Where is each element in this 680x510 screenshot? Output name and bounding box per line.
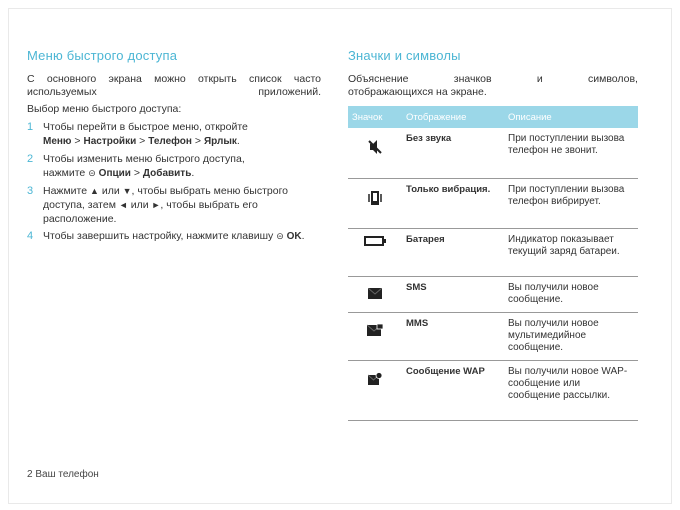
intro-line: отображающихся на экране. xyxy=(348,86,487,98)
step-text: Нажмите xyxy=(43,185,88,197)
step-number: 1 xyxy=(27,121,34,133)
table-row xyxy=(348,228,638,276)
icon-cell xyxy=(348,128,402,178)
menu-path-item: Меню xyxy=(43,136,72,147)
column-header-display: Отображение xyxy=(402,106,504,128)
icon-cell xyxy=(348,276,402,312)
step-text: , чтобы выбрать меню быстрого доступа, затем xyxy=(43,185,289,211)
vibrate-icon xyxy=(368,190,382,206)
punctuation: . xyxy=(236,135,240,147)
quick-access-section xyxy=(27,48,321,247)
silent-icon xyxy=(368,139,382,155)
icon-description: При поступлении вызова телефон вибрирует. xyxy=(504,178,638,228)
menu-path-item: Добавить xyxy=(142,168,192,179)
icon-display-name: Сообщение WAP xyxy=(402,360,504,420)
icon-cell xyxy=(348,228,402,276)
icon-description: Вы получили новое WAP-сообщение или сообщение рассылки. xyxy=(504,360,638,420)
step-number: 2 xyxy=(27,153,34,165)
menu-path-item: Опции xyxy=(98,168,131,179)
battery-icon xyxy=(364,236,386,246)
step-1 xyxy=(27,120,321,149)
menu-separator: > xyxy=(74,135,81,147)
icons-intro xyxy=(348,73,638,99)
step-3 xyxy=(27,184,321,226)
table-header-row xyxy=(348,106,638,128)
icons-table xyxy=(348,106,638,421)
icon-cell xyxy=(348,312,402,360)
nav-left-icon: ◄ xyxy=(118,200,128,210)
icons-heading: Значки и символы xyxy=(348,48,461,63)
icons-section xyxy=(348,48,638,421)
icon-cell xyxy=(348,178,402,228)
icon-description: При поступлении вызова телефон не звонит. xyxy=(504,128,638,178)
table-row xyxy=(348,360,638,420)
step-text: Чтобы изменить меню быстрого доступа, xyxy=(43,153,245,165)
nav-down-icon: ▼ xyxy=(122,186,132,196)
icon-cell xyxy=(348,360,402,420)
punctuation: . xyxy=(191,167,195,179)
menu-separator: > xyxy=(139,135,146,147)
intro-word: и xyxy=(536,73,543,85)
soft-key-icon: ⊝ xyxy=(276,231,284,241)
step-text: или xyxy=(101,185,120,197)
step-text: Чтобы завершить настройку, нажмите клавишу xyxy=(43,230,274,242)
column-header-description: Описание xyxy=(504,106,638,128)
step-2 xyxy=(27,152,321,181)
icon-display-name: Только вибрация. xyxy=(402,178,504,228)
icon-display-name: MMS xyxy=(402,312,504,360)
soft-key-icon: ⊝ xyxy=(88,168,96,178)
quick-access-subintro: Выбор меню быстрого доступа: xyxy=(27,103,182,115)
menu-separator: > xyxy=(194,135,202,147)
table-row xyxy=(348,128,638,178)
icon-display-name: SMS xyxy=(402,276,504,312)
nav-right-icon: ► xyxy=(151,200,161,210)
punctuation: . xyxy=(301,230,305,242)
wap-icon xyxy=(368,372,382,386)
step-4 xyxy=(27,229,321,244)
step-number: 3 xyxy=(27,185,34,197)
icon-description: Вы получили новое мультимедийное сообщение. xyxy=(504,312,638,360)
page-number: 2 xyxy=(27,469,33,480)
intro-word: Объяснение xyxy=(348,73,409,85)
table-row xyxy=(348,312,638,360)
step-text: или xyxy=(130,199,149,211)
icon-description: Индикатор показывает текущий заряд батареи. xyxy=(504,228,638,276)
step-number: 4 xyxy=(27,230,34,242)
step-text: , чтобы выбрать его расположение. xyxy=(43,199,258,225)
icon-display-name: Без звука xyxy=(402,128,504,178)
sms-icon xyxy=(368,288,382,299)
intro-word: символов, xyxy=(587,73,638,85)
step-text: Чтобы перейти в быстрое меню, откройте xyxy=(43,121,248,133)
footer-title: Ваш телефон xyxy=(35,469,99,480)
page-footer xyxy=(27,469,99,480)
menu-separator: > xyxy=(133,167,140,179)
menu-path-item: Телефон xyxy=(148,136,192,147)
column-header-icon: Значок xyxy=(348,106,402,128)
icon-description: Вы получили новое сообщение. xyxy=(504,276,638,312)
mms-icon xyxy=(367,324,383,336)
step-text: нажмите xyxy=(43,167,86,179)
quick-access-intro: С основного экрана можно открыть список часто используемых приложений. xyxy=(27,73,321,98)
steps-list xyxy=(27,120,321,244)
table-row xyxy=(348,178,638,228)
menu-path-item: Ярлык xyxy=(203,136,237,147)
table-row xyxy=(348,276,638,312)
ok-key-label: OK xyxy=(286,231,302,242)
icon-display-name: Батарея xyxy=(402,228,504,276)
intro-word: значков xyxy=(453,73,492,85)
menu-path-item: Настройки xyxy=(83,136,137,147)
quick-access-heading: Меню быстрого доступа xyxy=(27,48,178,63)
nav-up-icon: ▲ xyxy=(89,186,99,196)
